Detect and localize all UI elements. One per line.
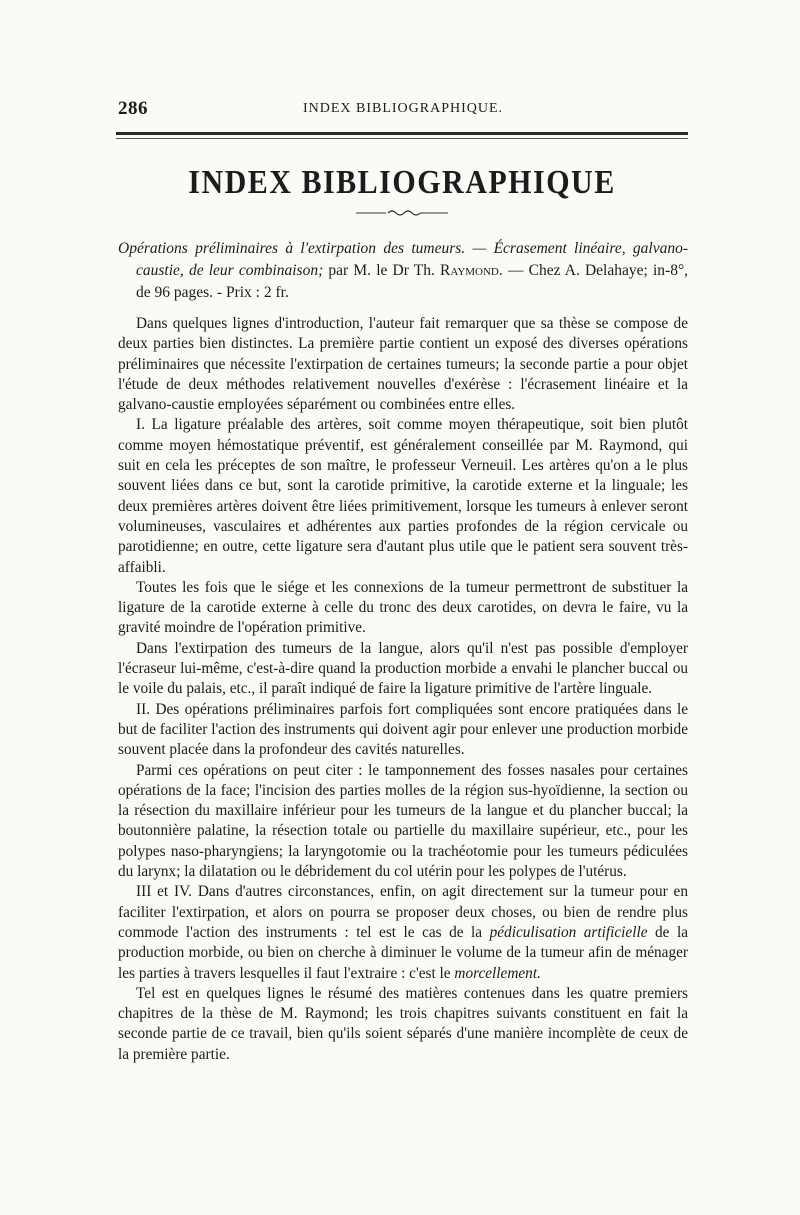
paragraph-langue: Dans l'extirpation des tumeurs de la langue, alors qu'il n'est pas possible d'employer l'écraseur lui-même, c'est-à-dire quand la production morbide a envahi le plancher buccal ou le voile du palais, etc., il paraît indiqué de faire la ligature primitive de l'artère linguale. [118,639,688,698]
running-header [118,98,688,120]
paragraph-ligature: I. La ligature préalable des artères, soit comme moyen thérapeutique, soit bien plutôt comme moyen hémostatique préventif, est généralement conseillée par M. Raymond, qui suit en cela les préceptes de son maître, le professeur Verneuil. Les artères qu'on a le plus souvent liées dans ce but, sont la carotide primitive, la carotide externe et la linguale; les deux premières artères doivent être liées primitivement, lorsque les tumeurs à enlever seront volumineuses, vasculaires et adhérentes aux parties profondes de la région cervicale ou parotidienne; en outre, cette ligature sera d'autant plus utile que le patient sera souvent très-affaibli. [118,416,688,576]
paragraph-operations: II. Des opérations préliminaires parfois fort compliquées sont encore pratiquées dans le but de faciliter l'action des instruments qui doivent agir pour enlever une production morbide souvent placée dans la profondeur des cavités naturelles. [118,700,688,759]
entry-author-name: Raymond. [440,262,503,279]
title-ornament [352,208,452,218]
term-pediculisation: pédiculisation artificielle [489,923,648,941]
paragraph-carotide: Toutes les fois que le siége et les connexions de la tumeur permettront de substituer la ligature de la carotide externe à celle du tronc des deux carotides, on devra le faire, vu la gravité moindre de l'opération primitive. [118,578,688,637]
paragraph-introduction: Dans quelques lignes d'introduction, l'auteur fait remarquer que sa thèse se compose de deux parties bien distinctes. La première partie contient un exposé des diverses opérations préliminaires que nécessite l'extirpation de certaines tumeurs; la seconde partie a pour objet l'étude de deux méthodes relativement nouvelles d'exérèse : l'écrasement linéaire et la galvano-caustie employées séparément ou combinées entre elles. [118,315,688,414]
running-title: INDEX BIBLIOGRAPHIQUE. [302,101,504,116]
entry-title: Opérations préliminaires à l'extirpation des tumeurs. — Écrasement linéaire, galvano-caustie, de leur combinaison; [118,240,688,279]
entry-author-prefix: par M. le Dr Th. [328,262,435,279]
term-morcellement: morcellement. [454,964,541,982]
paragraph-exemples: Parmi ces opérations on peut citer : le tamponnement des fosses nasales pour certaines opérations de la face; l'incision des parties molles de la région sus-hyoïdienne, la section ou la résection du maxillaire inférieur pour les tumeurs de la langue et du plancher buccal; la boutonnière palatine, la résection totale ou partielle du maxillaire supérieur, etc., pour les polypes naso-pharyngiens; la laryngotomie ou la trachéotomie pour les tumeurs pédiculées du larynx; la dilatation ou le débridement du col utérin pour les polypes de l'utérus. [118,761,688,881]
bibliographic-entry [118,238,688,304]
section-title: INDEX BIBLIOGRAPHIQUE [188,163,616,201]
header-rule-thin [116,138,688,139]
paragraph-iii-iv [118,882,688,983]
paragraph-iii-middle: de la production morbide, ou bien on cherche à diminuer le volume de la tumeur afin de ménager les parties à travers lesquelles il faut l'extraire : c'est le [118,923,689,982]
paragraph-iii-before: III et IV. Dans d'autres circonstances, enfin, on agit directement sur la tumeur pour en faciliter l'extirpation, et alors on pourra se proposer deux choses, ou bien de rendre plus commode l'action des instruments : tel est le cas de la [118,883,688,941]
paragraph-conclusion: Tel est en quelques lignes le résumé des matières contenues dans les quatre premiers chapitres de la thèse de M. Raymond; les trois chapitres suivants constituent en fait la seconde partie de ce travail, bien qu'ils soient séparés d'une manière incomplète de ceux de la première partie. [118,984,688,1063]
review-body [118,314,688,1065]
entry-publisher: — Chez A. Delahaye; in-8°, de 96 pages. - Prix : 2 fr. [136,262,689,301]
page-number: 286 [118,98,148,119]
header-rule-thick [116,132,688,135]
